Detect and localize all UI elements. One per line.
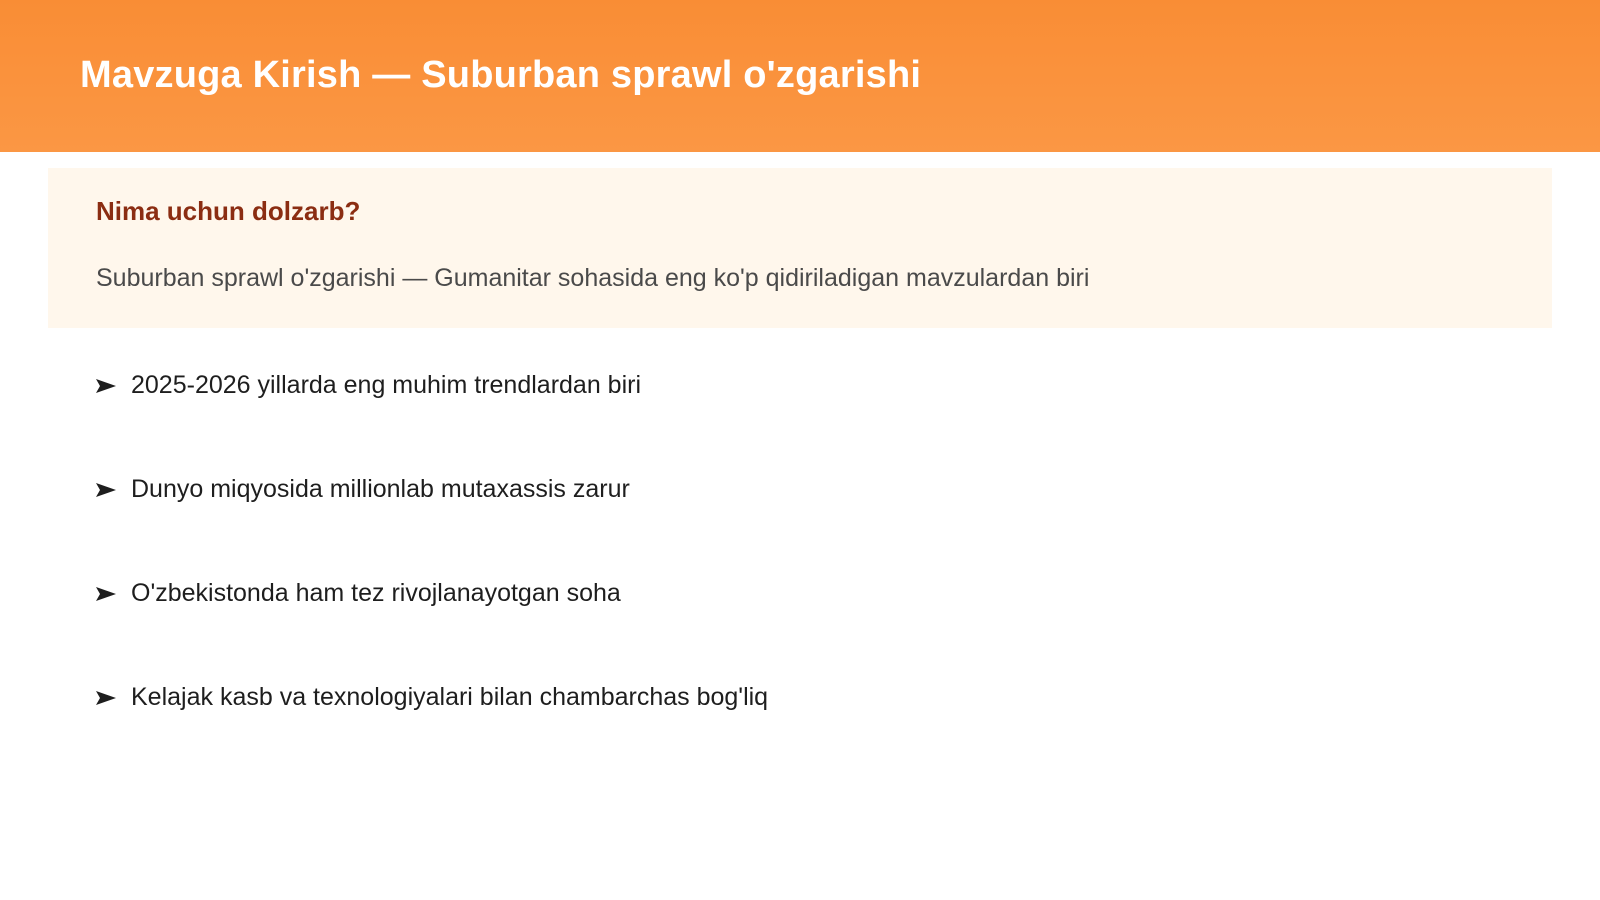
callout-text: Suburban sprawl o'zgarishi — Gumanitar sohasida eng ko'p qidiriladigan mavzulardan biri (96, 264, 1090, 292)
bullet-item (95, 578, 768, 682)
bullet-item (95, 682, 768, 786)
bullet-item (95, 474, 768, 578)
bullet-text: O'zbekistonda ham tez rivojlanayotgan soha (131, 579, 621, 607)
slide-header (0, 0, 1600, 152)
triangle-right-icon (95, 378, 117, 394)
bullet-text: Dunyo miqyosida millionlab mutaxassis zarur (131, 475, 630, 503)
triangle-right-icon (95, 482, 117, 498)
triangle-right-icon (95, 690, 117, 706)
slide-title: Mavzuga Kirish — Suburban sprawl o'zgarishi (80, 54, 922, 96)
bullet-list (95, 370, 768, 786)
bullet-item (95, 370, 768, 474)
callout-box (48, 168, 1552, 328)
callout-heading: Nima uchun dolzarb? (96, 196, 361, 226)
bullet-text: Kelajak kasb va texnologiyalari bilan chambarchas bog'liq (131, 683, 769, 711)
triangle-right-icon (95, 586, 117, 602)
bullet-text: 2025-2026 yillarda eng muhim trendlardan biri (131, 371, 642, 399)
